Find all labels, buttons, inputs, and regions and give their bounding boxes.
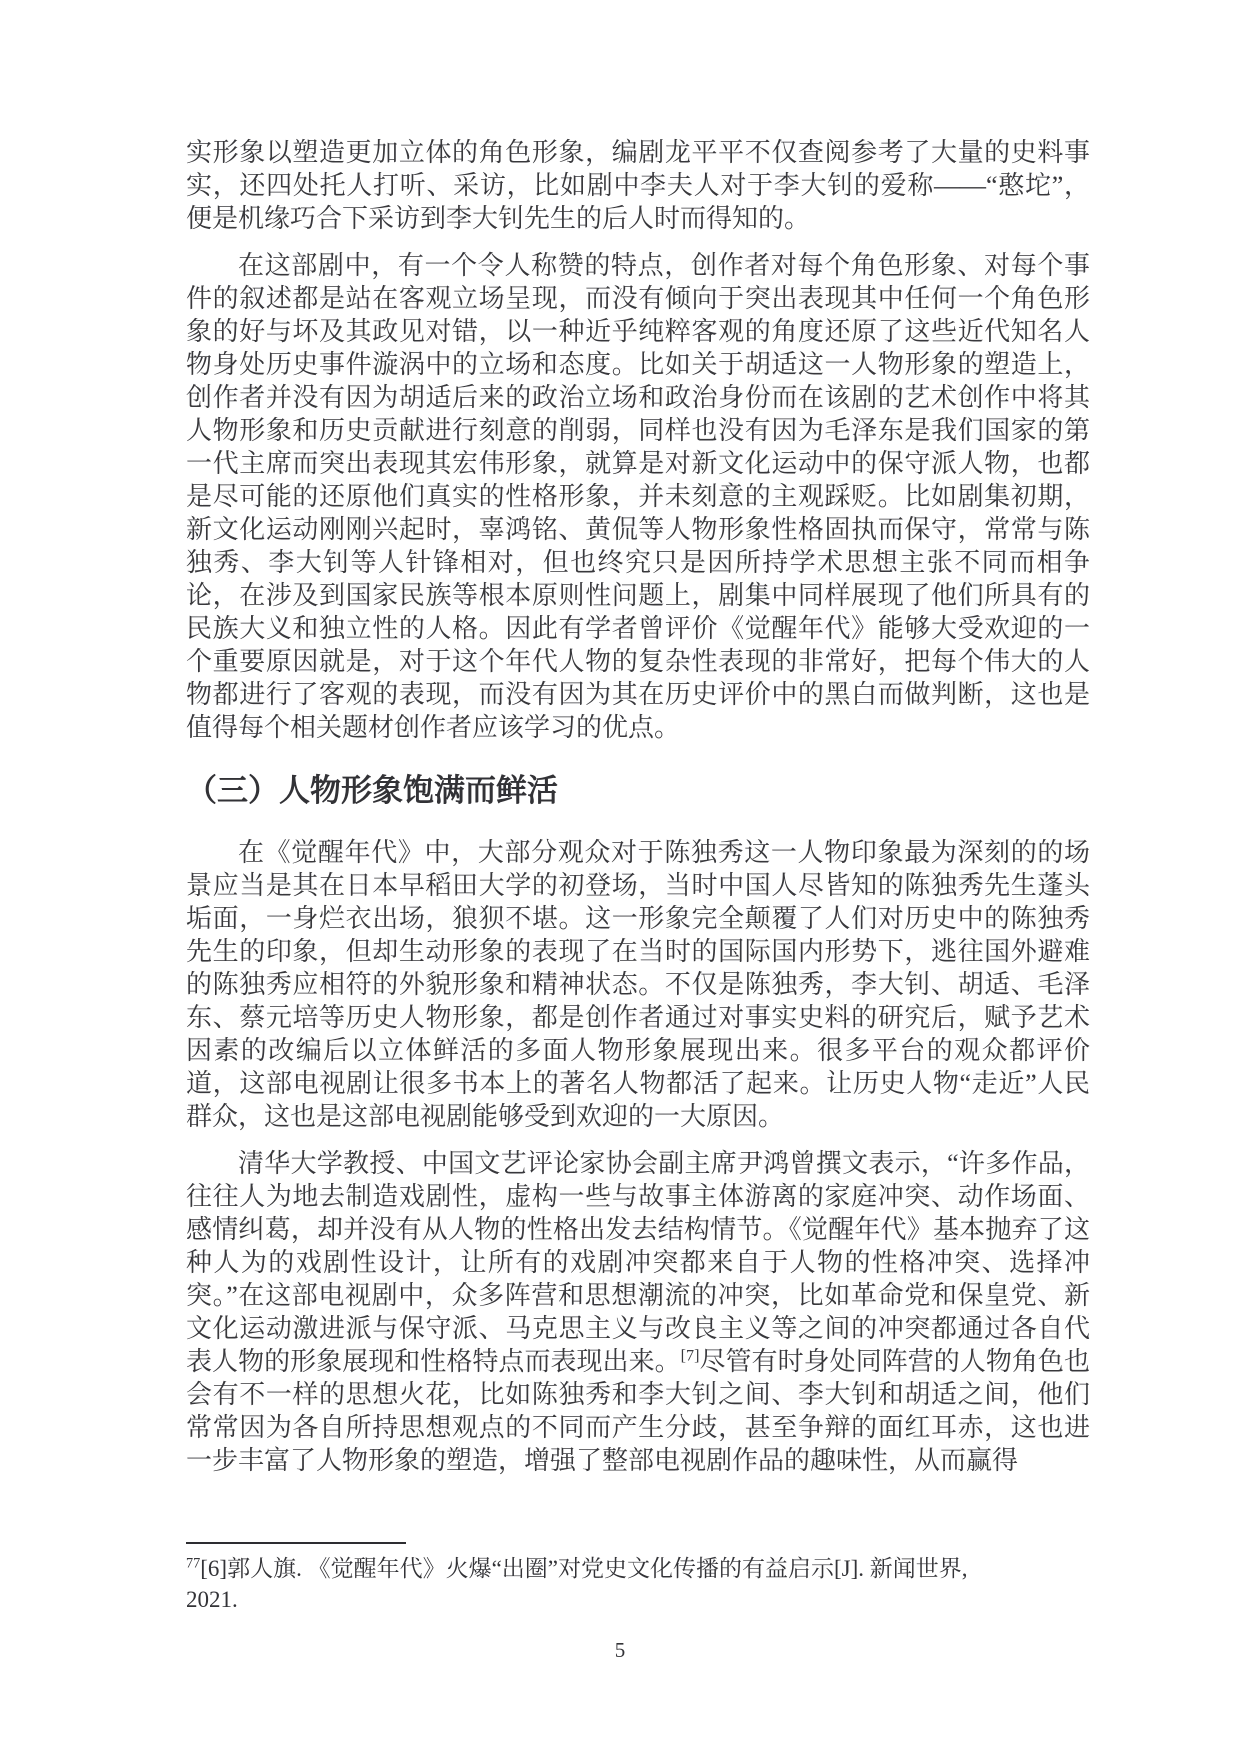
footnote-separator-rule [186, 1542, 406, 1544]
footnote-citation-line2: 2021. [186, 1587, 238, 1612]
footnote-entry [186, 1553, 1090, 1615]
page-body [186, 136, 1090, 1491]
page-number: 5 [614, 1638, 626, 1662]
paragraph-text-before-reference: 清华大学教授、中国文艺评论家协会副主席尹鸿曾撰文表示，“许多作品，往往人为地去制造戏剧性，虚构一些与故事主体游离的家庭冲突、动作场面、感情纠葛，却并没有从人物的性格出发去结构情节。《觉醒年代》基本抛弃了这种人为的戏剧性设计，让所有的戏剧冲突都来自于人物的性格冲突、选择冲突。”在这部电视剧中，众多阵营和思想潮流的冲突，比如革命党和保皇党、新文化运动激进派与保守派、马克思主义与改良主义等之间的冲突都通过各自代表人物的形象展现和性格特点而表现出来。 [186, 1149, 1090, 1376]
footnote-section [186, 1542, 1090, 1615]
paragraph-drama-conflict [186, 1147, 1090, 1477]
paragraph-objectivity: 在这部剧中，有一个令人称赞的特点，创作者对每个角色形象、对每个事件的叙述都是站在客观立场呈现，而没有倾向于突出表现其中任何一个角色形象的好与坏及其政见对错，以一种近乎纯粹客观的角度还原了这些近代知名人物身处历史事件漩涡中的立场和态度。比如关于胡适这一人物形象的塑造上，创作者并没有因为胡适后来的政治立场和政治身份而在该剧的艺术创作中将其人物形象和历史贡献进行刻意的削弱，同样也没有因为毛泽东是我们国家的第一代主席而突出表现其宏伟形象，就算是对新文化运动中的保守派人物，也都是尽可能的还原他们真实的性格形象，并未刻意的主观踩贬。比如剧集初期，新文化运动刚刚兴起时，辜鸿铭、黄侃等人物形象性格固执而保守，常常与陈独秀、李大钊等人针锋相对，但也终究只是因所持学术思想主张不同而相争论，在涉及到国家民族等根本原则性问题上，剧集中同样展现了他们所具有的民族大义和独立性的人格。因此有学者曾评价《觉醒年代》能够大受欢迎的一个重要原因就是，对于这个年代人物的复杂性表现的非常好，把每个伟大的人物都进行了客观的表现，而没有因为其在历史评价中的黑白而做判断，这也是值得每个相关题材创作者应该学习的优点。 [186, 251, 1090, 742]
section-heading: （三）人物形象饱满而鲜活 [186, 773, 558, 808]
footnote-reference-7: [7] [680, 1347, 700, 1365]
paragraph-continuation: 实形象以塑造更加立体的角色形象，编剧龙平平不仅查阅参考了大量的史料事实，还四处托人打听、采访，比如剧中李夫人对于李大钊的爱称——“憨坨”，便是机缘巧合下采访到李大钊先生的后人时而得知的。 [186, 138, 1090, 233]
footnote-citation-line1: [6]郭人旗. 《觉醒年代》火爆“出圈”对党史文化传播的有益启示[J]. 新闻世界, [200, 1556, 968, 1581]
footnote-marker: 77 [186, 1555, 201, 1572]
paragraph-character-image: 在《觉醒年代》中，大部分观众对于陈独秀这一人物印象最为深刻的的场景应当是其在日本早稻田大学的初登场，当时中国人尽皆知的陈独秀先生蓬头垢面，一身烂衣出场，狼狈不堪。这一形象完全颠覆了人们对历史中的陈独秀先生的印象，但却生动形象的表现了在当时的国际国内形势下，逃往国外避难的陈独秀应相符的外貌形象和精神状态。不仅是陈独秀，李大钊、胡适、毛泽东、蔡元培等历史人物形象，都是创作者通过对事实史料的研究后，赋予艺术因素的改编后以立体鲜活的多面人物形象展现出来。很多平台的观众都评价道，这部电视剧让很多书本上的著名人物都活了起来。让历史人物“走近”人民群众，这也是这部电视剧能够受到欢迎的一大原因。 [186, 838, 1090, 1131]
paragraph-text-after-reference: 尽管有时身处同阵营的人物角色也会有不一样的思想火花，比如陈独秀和李大钊之间、李大钊和胡适之间，他们常常因为各自所持思想观点的不同而产生分歧，甚至争辩的面红耳赤，这也进一步丰富了人物形象的塑造，增强了整部电视剧作品的趣味性，从而赢得 [186, 1347, 1090, 1475]
